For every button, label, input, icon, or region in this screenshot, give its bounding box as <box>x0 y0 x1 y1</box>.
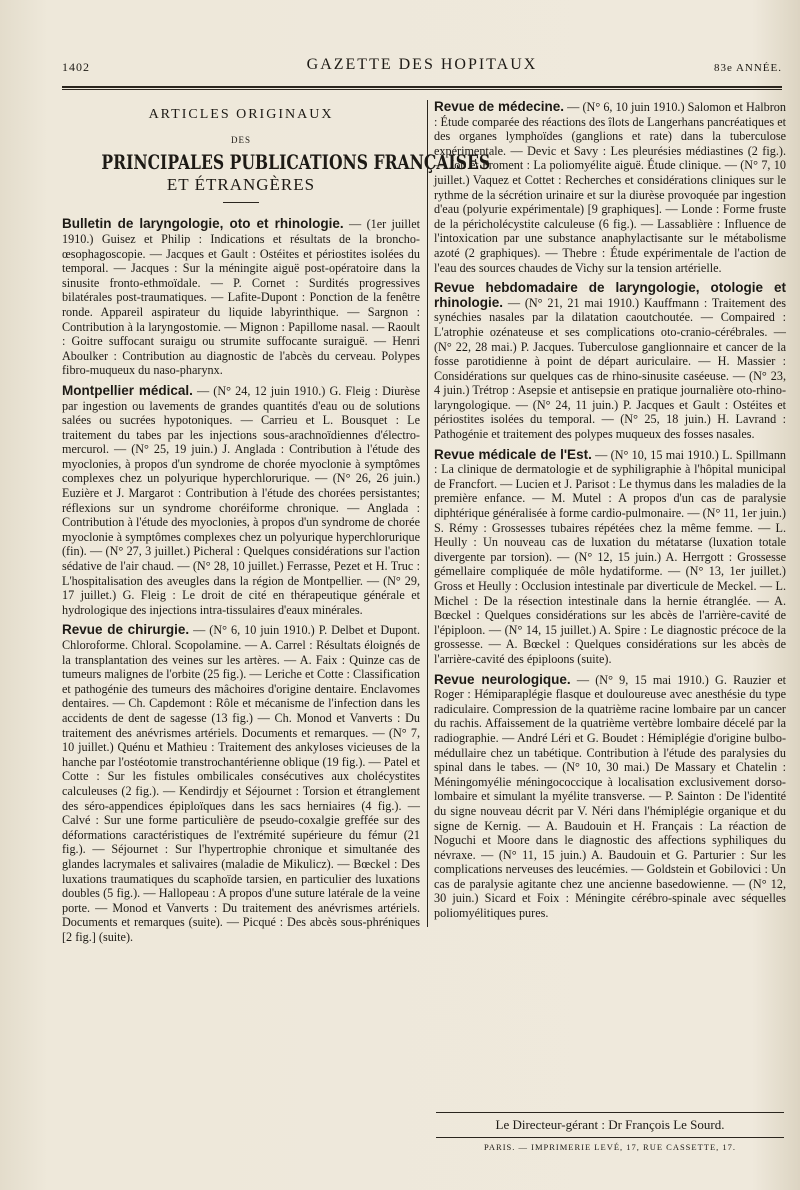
entry-laryngologie <box>62 217 420 378</box>
journal-heading: Revue hebdomadaire de laryngologie, otologie et rhinologie. <box>434 280 786 310</box>
entry-text: — (N° 9, 15 mai 1910.) G. Rauzier et Roger : Hémiparaplégie flasque et douloureuse avec anesthésie du type radiculaire. Compression de la quatrième racine lombaire par un cancer du rachis. Affaissement de la quatrième vertèbre lombaire décelé par la radiographie. — André Léri et G. Boudet : Hémiplégie d'origine bulbo-médullaire chez un tabétique. Contribution à l'étude des paralysies du spinal dans le tabes. — (N° 10, 30 mai.) De Massary et Chatelin : Méningomyélie méningococcique à localisation exclusivement dorso-lombaire et simulant la myélite transverse. — P. Sainton : De l'identité du signe nouveau décrit par V. Néri dans l'hémiplégie organique et du signe de Kernig. — A. Baudouin et H. Français : La réaction de Noguchi et Moore dans le diagnostic des affections syphiliques du névraxe. — (N° 11, 15 juin.) A. Baudouin et G. Parturier : Sur les complications nerveuses des leucémies. — Goldstein et Gobilovici : Un cas de paralysie agitante chez une ancienne basedowienne. — (N° 12, 30 juin.) Sicard et Foix : Méningite cérébro-spinale avec séquelles poliomyélitiques pures. <box>434 672 786 921</box>
journal-heading: Revue neurologique. <box>434 671 571 687</box>
journal-heading: Bulletin de laryngologie, oto et rhinologie. <box>62 216 344 232</box>
printer-line: PARIS. — IMPRIMERIE LEVÉ, 17, RUE CASSETTE, 17. <box>483 1142 737 1152</box>
header-rule <box>62 86 782 90</box>
right-column <box>434 100 786 927</box>
journal-title: GAZETTE DES HOPITAUX <box>306 56 538 73</box>
section-main-heading: PRINCIPALES PUBLICATIONS FRANÇAISES <box>101 150 491 175</box>
left-column <box>62 100 491 950</box>
entry-montpellier <box>62 384 420 618</box>
section-subheading: ET ÉTRANGÈRES <box>166 174 316 194</box>
director-line: Le Directeur-gérant : Dr François Le Sourd. <box>436 1112 784 1138</box>
entry-neurologique <box>434 673 786 921</box>
journal-heading: Revue médicale de l'Est. <box>434 446 592 462</box>
page-footer <box>436 1112 784 1152</box>
entry-text: — (N° 24, 12 juin 1910.) G. Fleig : Diurèse par ingestion ou lavements de grandes quantités d'eau ou de solutions salées ou sucrées hypotoniques. — Carrieu et L. Bousquet : Le traitement du tabes par les injections sous-arachnoïdiennes d'électro-mercurol. — (N° 25, 19 juin.) J. Anglada : Contribution à l'étude des myoclonies, à propos d'un syndrome de chorée myoclonie à symptômes complexes chez un polyurique hyperchlorurique. — (N° 26, 26 juin.) Euzière et J. Margarot : Contribution à l'étude des chorées persistantes; réflexions sur un syndrome choréiforme chronique. — Anglada : Contribution à l'étude des myoclonies, à propos d'un syndrome de chorée myoclonie à symptômes complexes chez un polyurique hyperchlorurique (fin). — (N° 27, 3 juillet.) Picheral : Quelques considérations sur l'action sédative de l'air chaud. — (N° 28, 10 juillet.) Ferrasse, Pezet et H. Truc : L'hospitalisation des aveugles dans la région de Montpellier. — (N° 29, 17 juillet.) G. Fleig : Le droit de cité en thérapeutique générale et hydrologique des injections intra-tissulaires d'eaux minérales. <box>62 383 420 617</box>
entry-chirurgie <box>62 623 420 944</box>
page-header <box>62 52 782 78</box>
volume-year: 83e ANNÉE. <box>713 62 782 74</box>
entry-text: — (N° 10, 15 mai 1910.) L. Spillmann : La clinique de dermatologie et de syphiligraphie à l'hôpital municipal de Francfort. — Lucien et J. Parisot : Le thymus dans les maladies de la première enfance. — M. Mutel : A propos d'un cas de paralysie diphtérique généralisée à forme cardio-pulmonaire. — (N° 11, 1er juin.) S. Rémy : Grossesses tubaires répétées chez la même femme. — L. Heully : Un nouveau cas de luxation du métatarse (luxation totale divergente par torsion). — (N° 12, 15 juin.) A. Herrgott : Grossesse gémellaire compliquée de môle hydatiforme. — (N° 13, 1er juillet.) Gross et Heully : Occlusion intestinale par diverticule de Meckel. — L. Michel : De la résection intestinale dans la hernie étranglée. — A. Bœckel : Quelques considérations sur les abcès de l'arrière-cavité de l'épiploon. — (N° 14, 15 juillet.) A. Spire : Le diagnostic précoce de la grossesse. — A. Bœckel : Quelques considérations sur les abcès de l'arrière-cavité des épiploons (suite). <box>434 447 787 666</box>
column-separator <box>427 100 428 927</box>
entry-text: — (N° 21, 21 mai 1910.) Kauffmann : Traitement des synéchies nasales par la dilatation caoutchoutée. — Compaired : L'atrophie ozénateuse et ses complications oto-cranio-cérébrales. — (N° 22, 28 mai.) P. Jacques. Tuberculose ganglionnaire et cancer de la fosse parotidienne à point de départ auriculaire. — H. Massier : Considérations sur quelques cas de rhino-sinusite caséeuse. — (N° 23, 4 juin.) Trétrop : Asepsie et antisepsie en pratique journalière oto-rhino-laryngologique. — (N° 24, 11 juin.) P. Jacques et Gault : Ostéites et périostites isolées du temporal. — (N° 25, 18 juin.) H. Lavrand : Pathogénie et traitement des polypes muqueux des fosses nasales. <box>434 295 786 442</box>
page-number: 1402 <box>62 60 90 74</box>
entry-text: — (N° 6, 10 juin 1910.) Salomon et Halbron : Étude comparée des réactions des îlots de Langerhans pancréatiques et des organes lymphoïdes (ganglions et rate) dans la tuberculose expérimentale. — Devic et Savy : Les pleurésies médiastines (2 fig.). — Job et Froment : La poliomyélite aiguë. Étude clinique. — (N° 7, 10 juillet.) Vaquez et Cottet : Recherches et considérations cliniques sur le rythme de la sécrétion urinaire et sur la diurèse provoquée par ingestion d'eau (polyurie expérimentale) [9 graphiques]. — Londe : Forme fruste de la péricholécystite calculeuse (6 fig.). — Lassablière : Influence de l'intoxication par une substance anaphylactisante sur le métabolisme azoté (2 graphiques). — Thebre : Étude expérimentale de l'action de l'eau des sources chaudes de Vichy sur la tension artérielle. <box>434 100 786 275</box>
section-title: ARTICLES ORIGINAUX <box>148 107 334 122</box>
journal-heading: Montpellier médical. <box>62 382 193 398</box>
journal-heading: Revue de chirurgie. <box>62 622 190 638</box>
journal-heading: Revue de médecine. <box>434 99 564 114</box>
entry-text: — (1er juillet 1910.) Guisez et Philip : Indications et résultats de la broncho-œsophagoscopie. — Jacques et Gault : Ostéites et périostites isolées du temporal. — Jacques : Sur la méningite aiguë post-opératoire dans la sinusite fronto-ethmoïdale. — P. Cornet : Surdités progressives bilatérales post-traumatiques. — Lafite-Dupont : Ponction de la fenêtre ronde. Appareil aspirateur du liquide labyrinthique. — Sargnon : Contribution à la laryngostomie. — Mignon : Papillome nasal. — Raoult : Goitre suffocant suraigu ou strumite suffocante suraiguë. — Henri Aboulker : Contribution au diagnostic de l'abcès du cerveau. Polypes fibro-muqueux du naso-pharynx. <box>62 217 420 378</box>
entry-hebdo-laryngologie <box>434 281 786 442</box>
entry-text: — (N° 6, 10 juin 1910.) P. Delbet et Dupont. Chloroforme. Chloral. Scopolamine. — A. Carrel : Résultats éloignés de la transplantation des veines sur les artères. — A. Faix : Quinze cas de tumeurs malignes de l'orbite (25 fig.). — Leriche et Cotte : Classification et pathogénie des tumeurs des mâchoires d'origine dentaire. Enclavomes dentaires. — Ch. Capdemont : Rôle et mécanisme de l'infection dans les accidents de dent de sagesse (13 fig.) — Ch. Monod et Vanverts : Du traitement des anévrismes artériels. Documents et remarques. — (N° 7, 10 juillet.) Quénu et Mathieu : Traitement des ankyloses vicieuses de la hanche par l'ostéotomie transtrochantérienne oblique (19 fig.). — Patel et Cotte : Sur les fistules ombilicales consécutives aux cholécystites calculeuses (2 fig.). — Kendirdjy et Séjournet : Torsion et étranglement des séro-appendices épiploïques dans les sacs herniaires (4 fig.). — Calvé : Sur une forme particulière de pseudo-coxalgie greffée sur des déformations caractéristiques de l'extrémité supérieure du fémur (21 fig.). — Séjournet : Sur l'hypertrophie chronique et simultanée des glandes lacrymales et salivaires (maladie de Mikulicz). — Bœckel : Des luxations traumatiques du scaphoïde tarsien, en particulier des luxations doubles (5 fig.). — Hallopeau : A propos d'une suture latérale de la veine porte. — Monod et Vanverts : Du traitement des anévrismes artériels. Documents et remarques (suite). — Picqué : Des abcès sous-phréniques [2 fig.] (suite). <box>62 623 420 944</box>
entry-medicale-est <box>434 448 786 667</box>
entry-medecine <box>434 100 786 275</box>
section-des: DES <box>230 134 251 145</box>
section-rule <box>223 202 259 203</box>
